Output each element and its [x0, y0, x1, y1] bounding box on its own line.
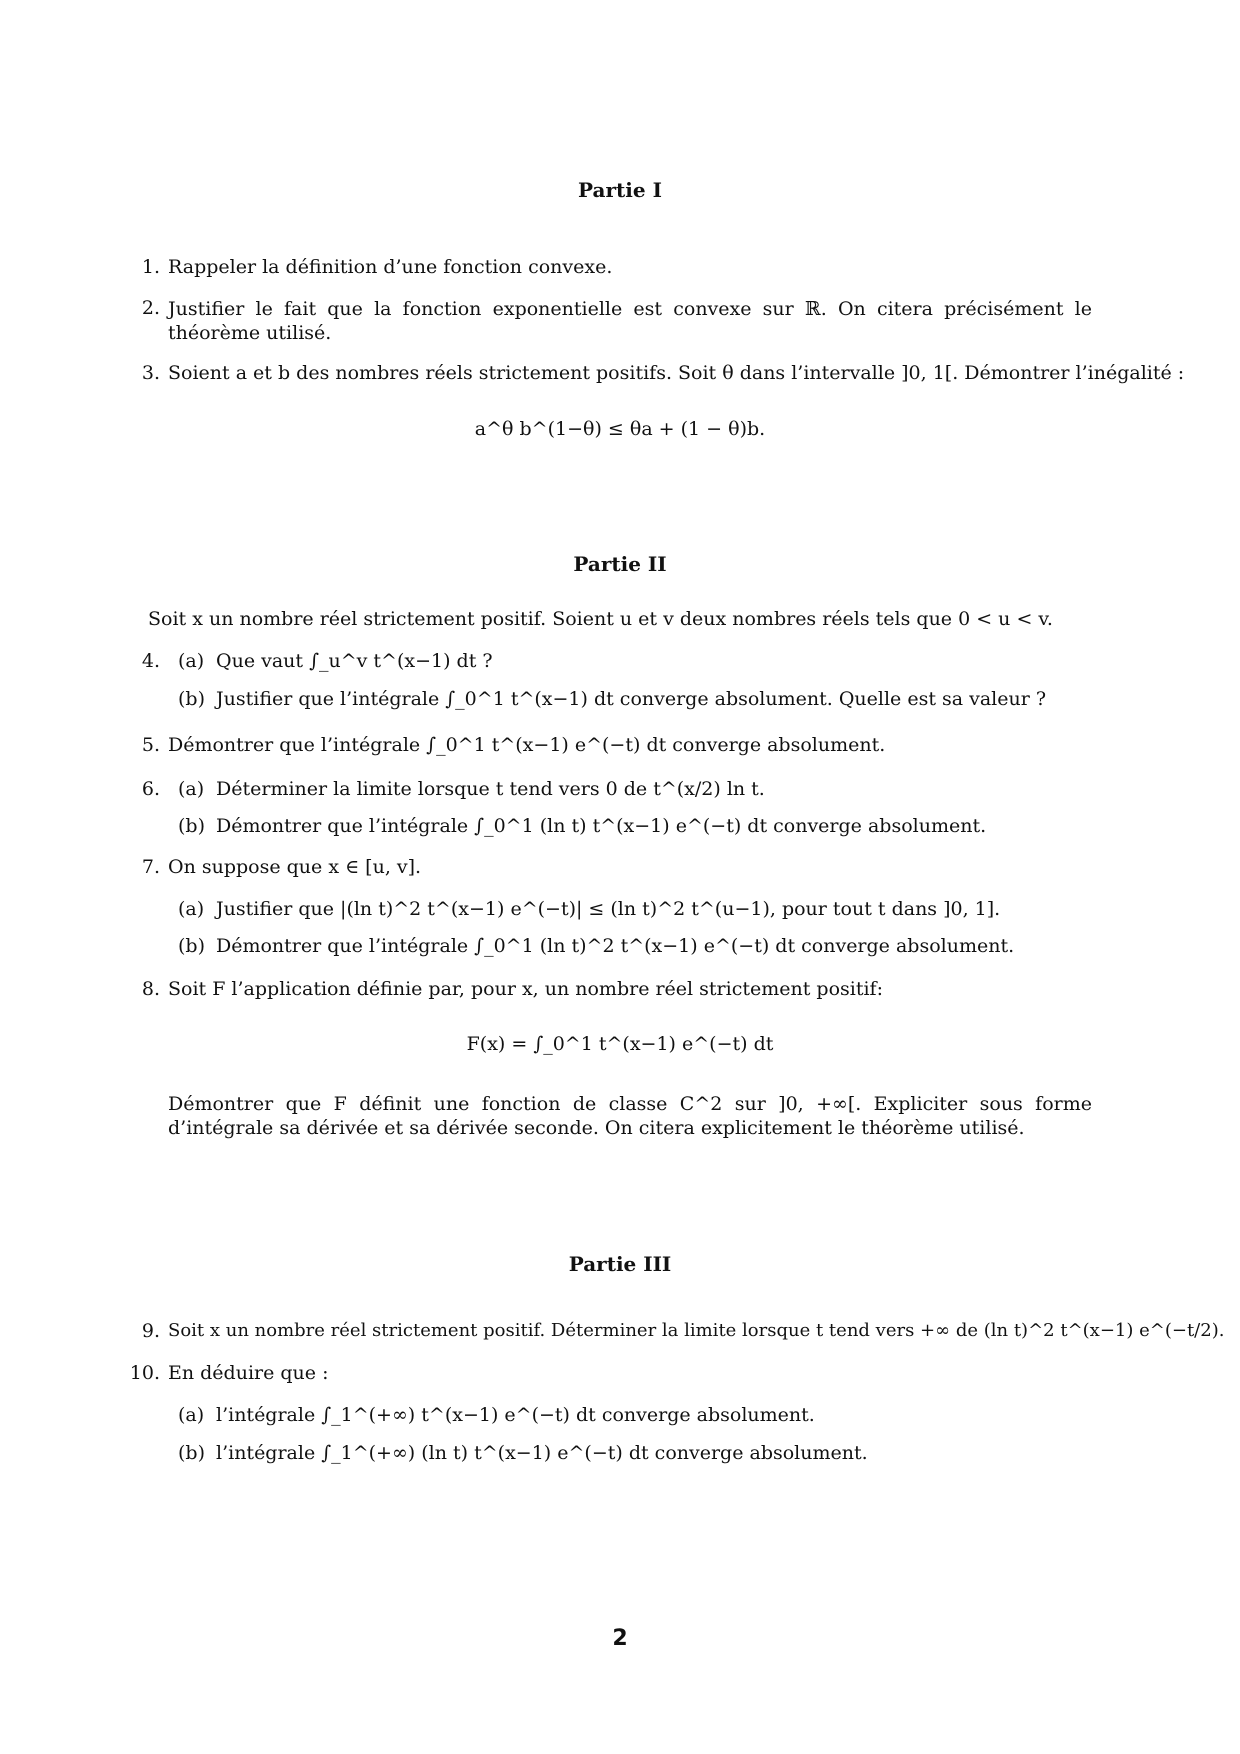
subquestion-text: l’intégrale ∫_1^(+∞) (ln t) t^(x−1) e^(−t) dt converge absolument.: [216, 1442, 868, 1464]
subquestion-label: (b): [178, 935, 205, 957]
question-number: 6.: [141, 778, 160, 800]
subquestion-label: (a): [178, 1404, 205, 1426]
question-number: 5.: [141, 734, 160, 756]
question-text: Justifier le fait que la fonction exponentielle est convexe sur ℝ. On citera précisément le théorème utilisé.: [168, 298, 1092, 344]
question-number: 10.: [129, 1362, 160, 1384]
subquestion-label: (a): [178, 778, 205, 800]
partie-1-title: Partie I: [578, 178, 662, 202]
question-number: 9.: [141, 1320, 160, 1342]
subquestion-text: Justifier que |(ln t)^2 t^(x−1) e^(−t)| ≤ (ln t)^2 t^(u−1), pour tout t dans ]0, 1].: [216, 898, 1001, 920]
question-number: 7.: [141, 856, 160, 878]
subquestion-label: (b): [178, 815, 205, 837]
display-formula: a^θ b^(1−θ) ≤ θa + (1 − θ)b.: [474, 418, 766, 440]
subquestion-text: Déterminer la limite lorsque t tend vers 0 de t^(x/2) ln t.: [216, 778, 765, 800]
question-number: 2.: [141, 297, 160, 319]
page-number: 2: [612, 1626, 628, 1651]
section-intro: Soit x un nombre réel strictement positif. Soient u et v deux nombres réels tels que 0 < u < v.: [148, 608, 1053, 630]
subquestion-text: Démontrer que l’intégrale ∫_0^1 (ln t)^2 t^(x−1) e^(−t) dt converge absolument.: [216, 935, 1015, 957]
question-number: 1.: [141, 256, 160, 278]
subquestion-label: (b): [178, 1442, 205, 1464]
question-text: Soit x un nombre réel strictement positif. Déterminer la limite lorsque t tend vers +∞ de (ln t)^2 t^(x−1) e^(−t/2).: [168, 1320, 1225, 1341]
question-text: Soient a et b des nombres réels strictement positifs. Soit θ dans l’intervalle ]0, 1[. Démontrer l’inégalité :: [168, 362, 1185, 384]
question-text: Démontrer que F définit une fonction de classe C^2 sur ]0, +∞[. Expliciter sous forme d’intégrale sa dérivée et sa dérivée seconde. On citera explicitement le théorème utilisé.: [168, 1093, 1092, 1139]
display-formula: F(x) = ∫_0^1 t^(x−1) e^(−t) dt: [466, 1033, 774, 1055]
partie-2-title: Partie II: [573, 552, 667, 576]
question-text: Soit F l’application définie par, pour x, un nombre réel strictement positif:: [168, 978, 883, 1000]
question-number: 8.: [141, 978, 160, 1000]
subquestion-text: l’intégrale ∫_1^(+∞) t^(x−1) e^(−t) dt converge absolument.: [216, 1404, 815, 1426]
subquestion-label: (b): [178, 688, 205, 710]
question-text: En déduire que :: [168, 1362, 329, 1384]
partie-3-title: Partie III: [568, 1252, 672, 1276]
question-number: 4.: [141, 650, 160, 672]
question-text: Démontrer que l’intégrale ∫_0^1 t^(x−1) e^(−t) dt converge absolument.: [168, 734, 886, 756]
subquestion-text: Justifier que l’intégrale ∫_0^1 t^(x−1) dt converge absolument. Quelle est sa valeur ?: [216, 688, 1047, 710]
subquestion-text: Que vaut ∫_u^v t^(x−1) dt ?: [216, 650, 493, 672]
question-text: On suppose que x ∈ [u, v].: [168, 856, 422, 878]
question-text: Rappeler la définition d’une fonction convexe.: [168, 256, 613, 278]
question-number: 3.: [141, 362, 160, 384]
subquestion-label: (a): [178, 898, 205, 920]
subquestion-label: (a): [178, 650, 205, 672]
subquestion-text: Démontrer que l’intégrale ∫_0^1 (ln t) t^(x−1) e^(−t) dt converge absolument.: [216, 815, 987, 837]
